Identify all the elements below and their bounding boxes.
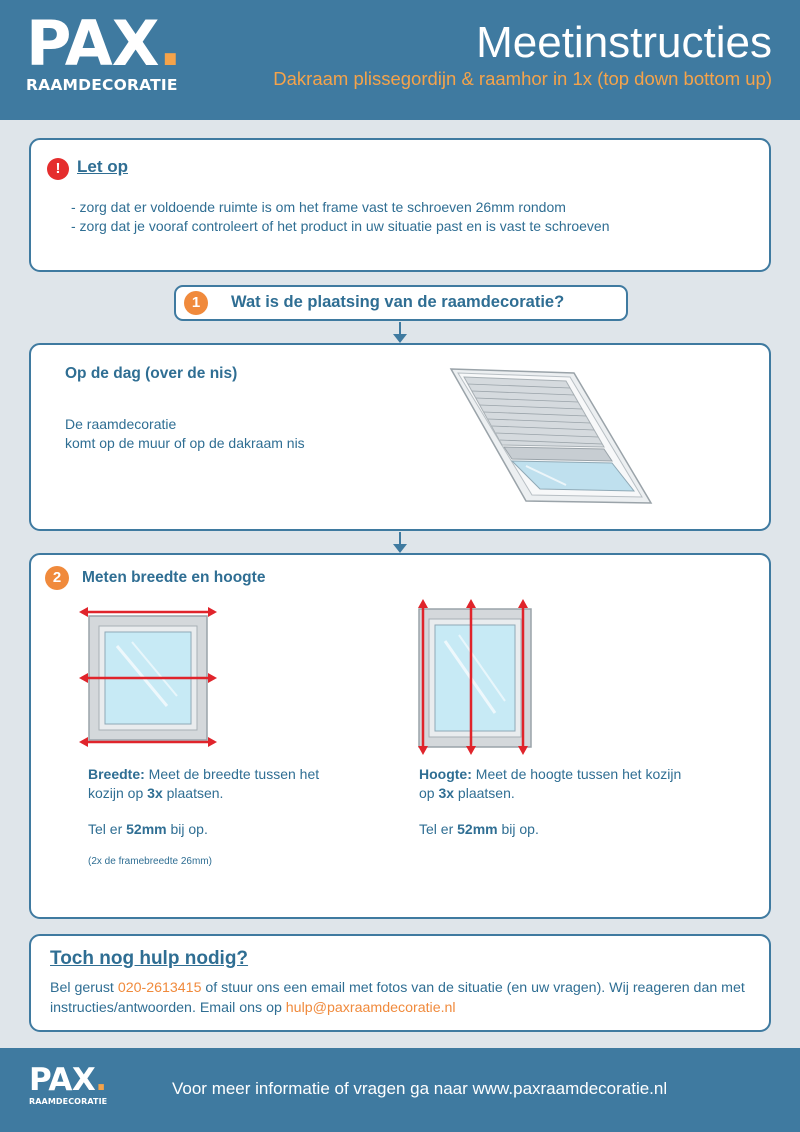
footer-info-text: Voor meer informatie of vragen ga naar www.paxraamdecoratie.nl bbox=[172, 1079, 668, 1098]
height-instruction bbox=[419, 765, 681, 803]
page-footer bbox=[0, 1048, 800, 1132]
warning-card bbox=[29, 138, 771, 272]
help-title: Toch nog hulp nodig? bbox=[50, 948, 249, 969]
step1-question-box bbox=[174, 285, 628, 321]
width-add-value: 52mm bbox=[126, 821, 167, 837]
help-text bbox=[50, 978, 760, 1018]
arrow-down-icon bbox=[399, 532, 401, 545]
width-add-text: bij op. bbox=[166, 821, 208, 837]
warning-item: - zorg dat er voldoende ruimte is om het frame vast te schroeven 26mm rondom bbox=[71, 199, 566, 215]
logo-subtitle: RAAMDECORATIE bbox=[29, 1097, 108, 1106]
width-add-instruction bbox=[88, 820, 208, 839]
logo-text: PAX bbox=[26, 7, 159, 80]
height-count: 3x bbox=[438, 785, 455, 801]
height-add-text: Tel er bbox=[419, 821, 458, 837]
height-text: plaatsen. bbox=[454, 785, 515, 801]
width-label: Breedte: bbox=[88, 766, 145, 782]
width-text: Meet de breedte tussen het bbox=[144, 766, 320, 782]
step2-number-badge: 2 bbox=[45, 566, 69, 590]
pax-footer-logo[interactable] bbox=[29, 1064, 107, 1106]
width-note: (2x de framebreedte 26mm) bbox=[88, 856, 212, 867]
help-card bbox=[29, 934, 771, 1032]
width-instruction bbox=[88, 765, 319, 803]
phone-link[interactable]: 020-2613415 bbox=[117, 980, 202, 996]
page-title: Meetinstructies bbox=[476, 18, 772, 67]
width-text: plaatsen. bbox=[162, 785, 224, 801]
height-add-instruction bbox=[419, 820, 539, 839]
width-count: 3x bbox=[147, 785, 163, 801]
width-measure-diagram bbox=[77, 602, 219, 748]
step1-question: Wat is de plaatsing van de raamdecoratie? bbox=[231, 293, 565, 311]
step1-number-badge: 1 bbox=[184, 291, 208, 315]
option-line: komt op de muur of op de dakraam nis bbox=[65, 435, 305, 451]
option-line: De raamdecoratie bbox=[65, 416, 177, 432]
width-text: kozijn op bbox=[88, 785, 148, 801]
width-add-text: Tel er bbox=[88, 821, 127, 837]
page-header bbox=[0, 0, 800, 120]
roof-window-illustration bbox=[446, 363, 666, 505]
warning-title: Let op bbox=[77, 157, 128, 176]
warning-icon: ! bbox=[47, 158, 69, 180]
logo-dot: . bbox=[158, 7, 182, 80]
logo-subtitle: RAAMDECORATIE bbox=[26, 76, 178, 94]
email-link[interactable]: hulp@paxraamdecoratie.nl bbox=[285, 1000, 456, 1016]
measure-card bbox=[29, 553, 771, 919]
page-subtitle: Dakraam plissegordijn & raamhor in 1x (top down bottom up) bbox=[273, 68, 772, 89]
option-description bbox=[65, 415, 305, 453]
pax-logo[interactable] bbox=[26, 7, 182, 94]
arrow-down-icon bbox=[399, 322, 401, 335]
height-measure-diagram bbox=[415, 597, 535, 757]
height-text: Meet de hoogte tussen het kozijn bbox=[471, 766, 682, 782]
height-add-value: 52mm bbox=[457, 821, 498, 837]
height-label: Hoogte: bbox=[419, 766, 472, 782]
placement-option-card[interactable] bbox=[29, 343, 771, 531]
logo-dot: . bbox=[95, 1062, 107, 1098]
warning-item: - zorg dat je vooraf controleert of het product in uw situatie past en is vast te schroeven bbox=[71, 218, 610, 234]
help-text-part: of stuur ons een email met fotos van de situatie (en uw vragen). Wij reageren dan met instructies/antwoorden. Email ons op bbox=[50, 980, 745, 1016]
step2-title: Meten breedte en hoogte bbox=[82, 569, 266, 586]
height-add-text: bij op. bbox=[497, 821, 539, 837]
warning-list bbox=[71, 198, 610, 236]
logo-text: PAX bbox=[29, 1062, 96, 1098]
help-text-part: Bel gerust bbox=[50, 980, 118, 996]
option-title: Op de dag (over de nis) bbox=[65, 365, 238, 382]
height-text: op bbox=[419, 785, 439, 801]
